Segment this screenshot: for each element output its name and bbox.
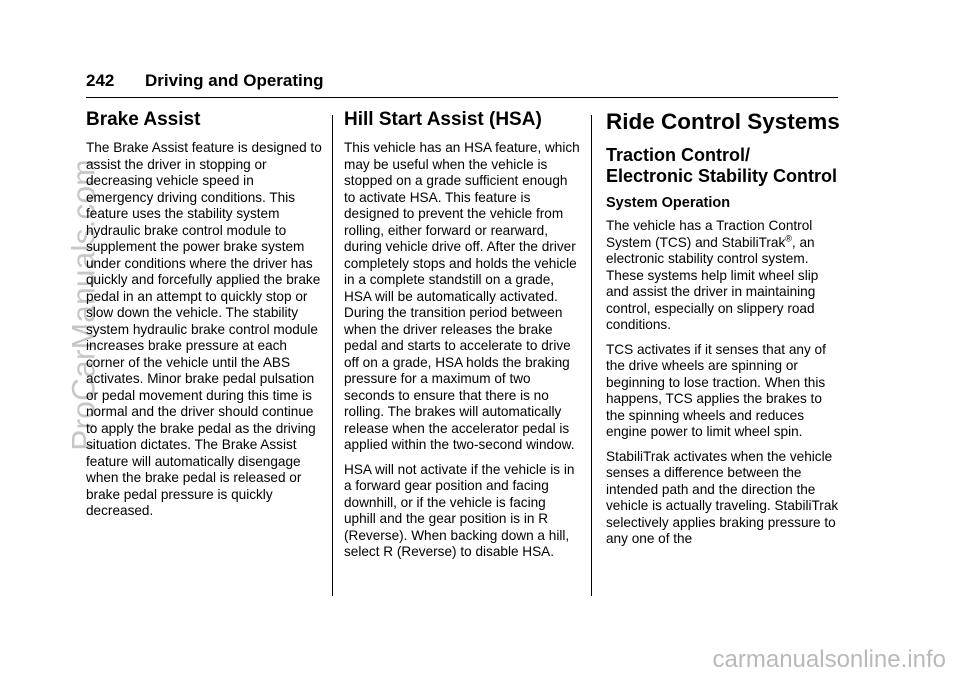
heading-ride-control-systems: Ride Control Systems xyxy=(606,109,840,134)
column-divider xyxy=(332,115,333,596)
system-operation-paragraph xyxy=(606,218,840,334)
column-ride-control xyxy=(606,108,840,556)
brake-assist-body: The Brake Assist feature is designed to assist the driver in stopping or decreasing vehicle speed in emergency driving conditions. This feature uses the stability system hydraulic brake control module to supplement the power brake system under conditions where the driver has quickly and forcefully applied the brake pedal in an attempt to quickly stop or slow down the vehicle. The stability system hydraulic brake control module increases brake pressure at each corner of the vehicle until the ABS activates. Minor brake pedal pulsation or pedal movement during this time is normal and the driver should continue to apply the brake pedal as the driving situation dictates. The Brake Assist feature will automatically disengage when the brake pedal is released or brake pedal pressure is quickly decreased. xyxy=(86,140,322,518)
stabilitrak-paragraph: StabiliTrak activates when the vehicle senses a difference between the intended path and the direction the vehicle is actually traveling. StabiliTrak selectively applies braking pressure to any one of the xyxy=(606,448,839,546)
system-operation-text-start: The vehicle has a Traction Control System (TCS) and StabiliTrak xyxy=(606,218,813,250)
header-rule xyxy=(86,97,838,98)
hsa-paragraph-2: HSA will not activate if the vehicle is in a forward gear position and facing downhill, or if the vehicle is facing uphill and the gear position is in R (Reverse). When backing down a hill, select R (Reverse) to disable HSA. xyxy=(344,461,575,559)
vertical-watermark xyxy=(64,135,104,465)
heading-traction-control: Traction Control/ Electronic Stability Control xyxy=(606,145,838,186)
page-header xyxy=(86,71,838,99)
column-divider xyxy=(591,115,592,596)
column-hill-start-assist xyxy=(344,108,580,569)
heading-system-operation: System Operation xyxy=(606,195,731,211)
hsa-paragraph-1: This vehicle has an HSA feature, which may be useful when the vehicle is stopped on a grade sufficient enough to activate HSA. This feature is designed to prevent the vehicle from rolling, either forward or rearward, during vehicle drive off. After the driver completely stops and holds the vehicle in a complete standstill on a grade, HSA will be automatically activated. During the transition period between when the driver releases the brake pedal and starts to accelerate to drive off on a grade, HSA holds the braking pressure for a maximum of two seconds to ensure that there is no rolling. The brakes will automatically release when the accelerator pedal is applied within the two-second window. xyxy=(344,140,580,452)
vertical-watermark-text: ProCarManuals.com xyxy=(65,159,102,451)
heading-brake-assist: Brake Assist xyxy=(86,109,201,130)
tcs-paragraph: TCS activates if it senses that any of the drive wheels are spinning or beginning to lose traction. When this happens, TCS applies the brakes to the spinning wheels and reduces engine power to limit wheel spin. xyxy=(606,341,826,439)
footer-watermark: carmanualsonline.info xyxy=(712,646,946,673)
column-brake-assist xyxy=(86,108,322,528)
system-operation-text-end: , an electronic stability control system. These systems help limit wheel slip and assist the driver in maintaining control, especially on slippery road conditions. xyxy=(606,234,819,332)
section-title: Driving and Operating xyxy=(145,71,324,90)
heading-hill-start-assist: Hill Start Assist (HSA) xyxy=(344,109,542,130)
registered-mark: ® xyxy=(785,232,792,243)
page-number: 242 xyxy=(86,71,115,90)
